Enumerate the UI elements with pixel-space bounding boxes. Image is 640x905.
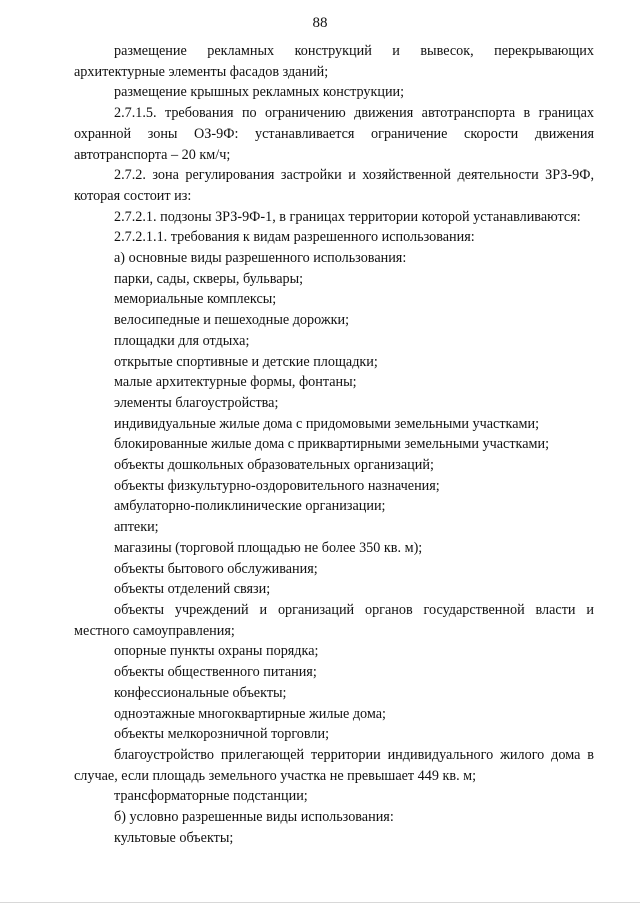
list-item: элементы благоустройства; [114, 394, 279, 411]
list-item: объекты физкультурно-оздоровительного назначения; [114, 477, 440, 494]
list-heading: а) основные виды разрешенного использования: [114, 250, 407, 267]
page-bottom-edge [0, 902, 640, 903]
page-number: 88 [312, 15, 328, 31]
list-item: объекты отделений связи; [114, 581, 271, 598]
list-item: конфессиональные объекты; [114, 684, 287, 701]
paragraph: 2.7.1.5. требования по ограничению движения автотранспорта в границах охранной зоны ОЗ-9Ф: устанавливается ограничение скорости движения автотранспорта – 20 км/ч; [74, 105, 594, 163]
list-item: объекты дошкольных образовательных организаций; [114, 457, 434, 474]
paragraph: 2.7.2. зона регулирования застройки и хозяйственной деятельности ЗРЗ-9Ф, которая состоит из: [74, 167, 594, 204]
list-item: опорные пункты охраны порядка; [114, 643, 319, 660]
list-heading: б) условно разрешенные виды использования: [114, 809, 394, 826]
list-item: благоустройство прилегающей территории индивидуального жилого дома в случае, если площадь земельного участка не превышает 449 кв. м; [74, 746, 594, 784]
list-item: магазины (торговой площадью не более 350 кв. м); [114, 539, 423, 556]
list-item: амбулаторно-поликлинические организации; [114, 498, 386, 515]
list-item: объекты бытового обслуживания; [114, 560, 318, 577]
paragraph: размещение рекламных конструкций и вывесок, перекрывающих архитектурные элементы фасадов зданий; [74, 43, 594, 80]
list-item: культовые объекты; [114, 829, 234, 846]
list-item: объекты общественного питания; [114, 664, 317, 681]
list-item: трансформаторные подстанции; [114, 788, 308, 805]
paragraph: размещение крышных рекламных конструкции; [114, 84, 405, 101]
list-item: аптеки; [114, 519, 159, 536]
list-item: парки, сады, скверы, бульвары; [114, 270, 304, 287]
list-item: открытые спортивные и детские площадки; [114, 353, 378, 370]
paragraph: 2.7.2.1.1. требования к видам разрешенного использования: [114, 229, 475, 246]
list-item: блокированные жилые дома с приквартирными земельными участками; [114, 436, 550, 453]
document-body [74, 41, 594, 848]
list-item: индивидуальные жилые дома с придомовыми земельными участками; [114, 415, 540, 432]
list-item: площадки для отдыха; [114, 332, 250, 349]
list-item: объекты мелкорозничной торговли; [114, 726, 330, 743]
list-item: мемориальные комплексы; [114, 291, 277, 308]
list-item: велосипедные и пешеходные дорожки; [114, 312, 350, 329]
list-item: объекты учреждений и организаций органов государственной власти и местного самоуправления; [74, 601, 594, 639]
paragraph: 2.7.2.1. подзоны ЗРЗ-9Ф-1, в границах территории которой устанавливаются: [114, 208, 581, 225]
list-item: малые архитектурные формы, фонтаны; [114, 374, 357, 391]
list-item: одноэтажные многоквартирные жилые дома; [114, 705, 386, 722]
